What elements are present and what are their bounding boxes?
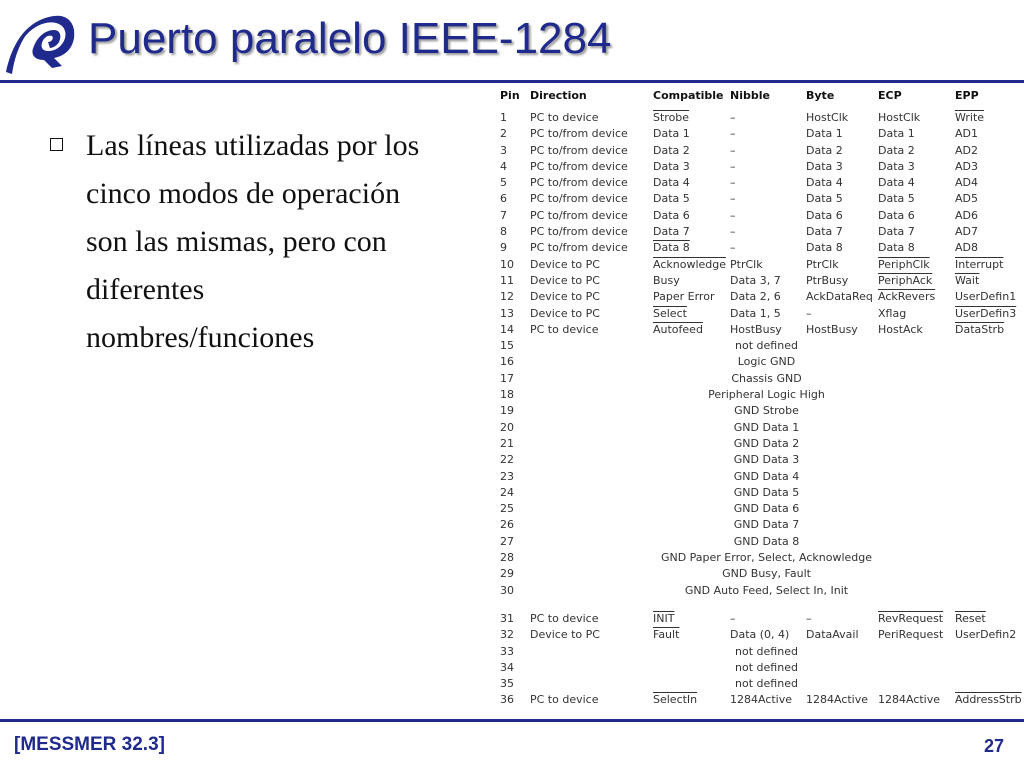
table-span-cell: Logic GND	[737, 355, 796, 369]
table-cell: –	[730, 192, 736, 206]
table-cell: 6	[500, 192, 507, 206]
table-cell: 13	[500, 306, 514, 320]
table-cell: –	[730, 208, 736, 222]
table-cell: Data 2	[653, 143, 690, 157]
table-cell: 11	[500, 273, 514, 287]
table-cell: AddressStrb	[955, 693, 1022, 707]
table-gap	[490, 599, 1022, 611]
table-row	[490, 354, 1022, 370]
table-cell: –	[730, 111, 736, 124]
table-cell: 10	[500, 257, 514, 271]
table-row	[490, 403, 1022, 419]
table-cell: 17	[500, 371, 514, 385]
logo-icon	[4, 12, 78, 76]
page-title: Puerto paralelo IEEE-1284	[88, 14, 612, 63]
table-cell: Acknowledge	[653, 257, 727, 271]
table-cell: Device to PC	[530, 257, 600, 271]
table-cell: HostBusy	[806, 322, 858, 336]
table-cell: Autofeed	[653, 322, 703, 336]
table-cell: Data 7	[878, 225, 915, 239]
table-row	[490, 534, 1022, 550]
table-cell: 23	[500, 469, 514, 483]
table-cell: 1284Active	[878, 693, 941, 707]
table-row	[490, 273, 1022, 289]
table-cell: 1	[500, 111, 507, 124]
table-cell: –	[730, 159, 736, 173]
table-cell: Data 2	[806, 143, 843, 157]
table-cell: 5	[500, 176, 507, 190]
table-cell: 1284Active	[730, 693, 793, 707]
table-cell: AD8	[955, 241, 978, 255]
title-divider	[0, 80, 1024, 83]
table-cell: HostClk	[878, 111, 921, 124]
table-span-cell: GND Strobe	[734, 404, 799, 418]
table-cell: PC to device	[530, 611, 599, 625]
table-cell: AD4	[955, 176, 978, 190]
table-cell: Data 5	[878, 192, 915, 206]
table-cell: Data 2, 6	[730, 290, 781, 304]
table-cell: PC to device	[530, 322, 599, 336]
table-row	[490, 517, 1022, 533]
table-cell: Strobe	[653, 111, 690, 124]
reference-label: [MESSMER 32.3]	[14, 734, 165, 755]
table-cell: Data 2	[878, 143, 915, 157]
table-span-cell: GND Data 5	[733, 485, 800, 499]
table-cell: 36	[500, 693, 514, 707]
table-row	[490, 159, 1022, 175]
bullet-text: Las líneas utilizadas por los cinco modos de operación son las mismas, pero con diferentes nombres/funciones	[86, 129, 420, 354]
table-span-cell: GND Data 8	[733, 534, 800, 548]
table-cell: Data 7	[653, 225, 690, 239]
table-span-cell: Chassis GND	[731, 371, 802, 385]
table-cell: 16	[500, 355, 514, 369]
table-cell: DataStrb	[955, 322, 1005, 336]
table-cell: RevRequest	[878, 611, 944, 625]
table-cell: Data 5	[806, 192, 843, 206]
table-cell: 29	[500, 567, 514, 581]
table-cell: 35	[500, 677, 514, 691]
table-cell: Device to PC	[530, 273, 600, 287]
table-cell: 3	[500, 143, 507, 157]
table-span-cell: GND Auto Feed, Select In, Init	[684, 583, 849, 597]
table-cell: Paper Error	[653, 290, 715, 304]
table-cell: 33	[500, 644, 514, 658]
table-row	[490, 583, 1022, 599]
table-cell: –	[730, 241, 736, 255]
table-cell: PC to/from device	[530, 143, 628, 157]
table-cell: Data 6	[653, 208, 690, 222]
table-row	[490, 126, 1022, 142]
table-row	[490, 436, 1022, 452]
header-nibble: Nibble	[730, 89, 770, 102]
table-cell: 30	[500, 583, 514, 597]
table-row	[490, 660, 1022, 676]
table-cell: AD7	[955, 225, 978, 239]
table-cell: –	[806, 306, 812, 320]
table-row	[490, 550, 1022, 566]
page-number: 27	[983, 736, 1004, 756]
table-cell: PeriRequest	[878, 628, 944, 642]
table-cell: 7	[500, 208, 507, 222]
table-cell: Data 1	[806, 127, 843, 141]
table-row	[490, 175, 1022, 191]
table-span-cell: Peripheral Logic High	[708, 388, 825, 402]
table-cell: AD5	[955, 192, 978, 206]
table-span-cell: not defined	[735, 644, 798, 658]
table-cell: Select	[653, 306, 687, 320]
table-cell: PC to/from device	[530, 176, 628, 190]
footer-divider	[0, 719, 1024, 722]
table-cell: HostClk	[806, 111, 849, 124]
table-span-cell: GND Data 6	[733, 502, 800, 516]
table-cell: Data 5	[653, 192, 690, 206]
table-cell: 28	[500, 551, 514, 565]
table-cell: 21	[500, 436, 514, 450]
table-cell: 32	[500, 628, 514, 642]
header-direction: Direction	[530, 89, 587, 102]
table-span-cell: GND Data 7	[733, 518, 800, 532]
table-cell: UserDefin1	[955, 290, 1017, 304]
table-cell: Data 1	[878, 127, 915, 141]
table-cell: Data 4	[653, 176, 690, 190]
table-row	[490, 224, 1022, 240]
table-row	[490, 257, 1022, 273]
header-compatible: Compatible	[653, 89, 724, 102]
table-row	[490, 387, 1022, 403]
table-cell: Data 1, 5	[730, 306, 781, 320]
table-cell: PC to/from device	[530, 127, 628, 141]
table-cell: 26	[500, 518, 514, 532]
table-span-cell: GND Busy, Fault	[722, 567, 811, 581]
table-cell: 22	[500, 453, 514, 467]
table-cell: Data 4	[806, 176, 843, 190]
table-cell: Device to PC	[530, 628, 600, 642]
table-cell: 31	[500, 611, 514, 625]
table-cell: 8	[500, 225, 507, 239]
table-cell: 1284Active	[806, 693, 869, 707]
table-cell: 19	[500, 404, 514, 418]
table-cell: PC to/from device	[530, 241, 628, 255]
table-cell: PeriphAck	[878, 273, 933, 287]
table-header	[490, 86, 1022, 106]
square-bullet-icon	[50, 138, 63, 151]
table-cell: HostBusy	[730, 322, 782, 336]
table-cell: 15	[500, 339, 514, 353]
table-cell: PC to/from device	[530, 159, 628, 173]
table-cell: –	[730, 225, 736, 239]
table-cell: 2	[500, 127, 507, 141]
table-cell: AD3	[955, 159, 978, 173]
table-cell: 25	[500, 502, 514, 516]
header-byte: Byte	[806, 89, 835, 102]
table-span-cell: GND Data 2	[733, 436, 800, 450]
table-row	[490, 322, 1022, 338]
table-cell: AckDataReq	[806, 290, 873, 304]
table-cell: AD2	[955, 143, 978, 157]
table-cell: Xflag	[878, 306, 907, 320]
table-span-cell: GND Data 4	[733, 469, 800, 483]
header-epp: EPP	[955, 89, 979, 102]
table-row	[490, 338, 1022, 354]
table-cell: –	[730, 143, 736, 157]
table-row	[490, 676, 1022, 692]
table-row	[490, 469, 1022, 485]
table-cell: INIT	[653, 611, 675, 625]
table-cell: Data 8	[878, 241, 915, 255]
table-cell: 18	[500, 388, 514, 402]
table-cell: Wait	[955, 273, 980, 287]
table-row	[490, 452, 1022, 468]
table-span-cell: not defined	[735, 660, 798, 674]
table-cell: Data 1	[653, 127, 690, 141]
pin-assignment-table	[490, 86, 1022, 709]
table-span-cell: not defined	[735, 677, 798, 691]
table-row	[490, 289, 1022, 305]
table-cell: 27	[500, 534, 514, 548]
table-cell: Busy	[653, 273, 680, 287]
table-cell: PC to/from device	[530, 225, 628, 239]
table-cell: 34	[500, 660, 514, 674]
table-cell: Fault	[653, 628, 680, 642]
table-cell: Interrupt	[955, 257, 1004, 271]
table-cell: Device to PC	[530, 306, 600, 320]
table-cell: AckRevers	[878, 290, 936, 304]
table-cell: PC to device	[530, 693, 599, 707]
table-cell: PC to/from device	[530, 208, 628, 222]
table-cell: HostAck	[878, 322, 923, 336]
table-row	[490, 485, 1022, 501]
table-span-cell: GND Data 1	[733, 420, 800, 434]
table-cell: 9	[500, 241, 507, 255]
table-row	[490, 191, 1022, 207]
table-cell: PtrBusy	[806, 273, 849, 287]
header-pin: Pin	[500, 89, 520, 102]
table-cell: PeriphClk	[878, 257, 930, 271]
table-cell: Data 3	[806, 159, 843, 173]
table-row	[490, 566, 1022, 582]
table-cell: Data 6	[878, 208, 915, 222]
table-cell: Data 7	[806, 225, 843, 239]
table-span-cell: GND Paper Error, Select, Acknowledge	[660, 551, 873, 565]
table-cell: AD1	[955, 127, 978, 141]
table-cell: PtrClk	[806, 257, 839, 271]
table-cell: Data 8	[806, 241, 843, 255]
table-cell: 12	[500, 290, 514, 304]
table-row	[490, 692, 1022, 708]
table-row	[490, 501, 1022, 517]
table-cell: Data 3	[878, 159, 915, 173]
table-cell: –	[730, 611, 736, 625]
table-row	[490, 110, 1022, 126]
table-cell: UserDefin3	[955, 306, 1017, 320]
table-cell: DataAvail	[806, 628, 859, 642]
table-row	[490, 371, 1022, 387]
table-span-cell: GND Data 3	[733, 453, 800, 467]
bullet-item	[50, 122, 430, 362]
table-cell: Data (0, 4)	[730, 628, 790, 642]
table-cell: –	[730, 176, 736, 190]
table-cell: 14	[500, 322, 514, 336]
table-span-cell: not defined	[735, 339, 798, 353]
table-row	[490, 644, 1022, 660]
table-row	[490, 143, 1022, 159]
table-row	[490, 627, 1022, 643]
table-row	[490, 306, 1022, 322]
table-cell: Data 6	[806, 208, 843, 222]
table-cell: PtrClk	[730, 257, 763, 271]
table-cell: Data 3, 7	[730, 273, 781, 287]
table-row	[490, 420, 1022, 436]
table-cell: Data 4	[878, 176, 915, 190]
table-cell: Write	[955, 111, 985, 124]
table-cell: SelectIn	[653, 693, 698, 707]
table-cell: 24	[500, 485, 514, 499]
table-cell: Device to PC	[530, 290, 600, 304]
table-cell: –	[806, 611, 812, 625]
table-cell: UserDefin2	[955, 628, 1017, 642]
table-cell: Data 3	[653, 159, 690, 173]
table-cell: –	[730, 127, 736, 141]
header-ecp: ECP	[878, 89, 902, 102]
table-row	[490, 208, 1022, 224]
table-cell: Data 8	[653, 241, 690, 255]
table-cell: PC to/from device	[530, 192, 628, 206]
table-cell: PC to device	[530, 111, 599, 124]
table-row	[490, 611, 1022, 627]
table-cell: AD6	[955, 208, 978, 222]
table-cell: 4	[500, 159, 507, 173]
table-row	[490, 240, 1022, 256]
table-cell: 20	[500, 420, 514, 434]
table-cell: Reset	[955, 611, 986, 625]
